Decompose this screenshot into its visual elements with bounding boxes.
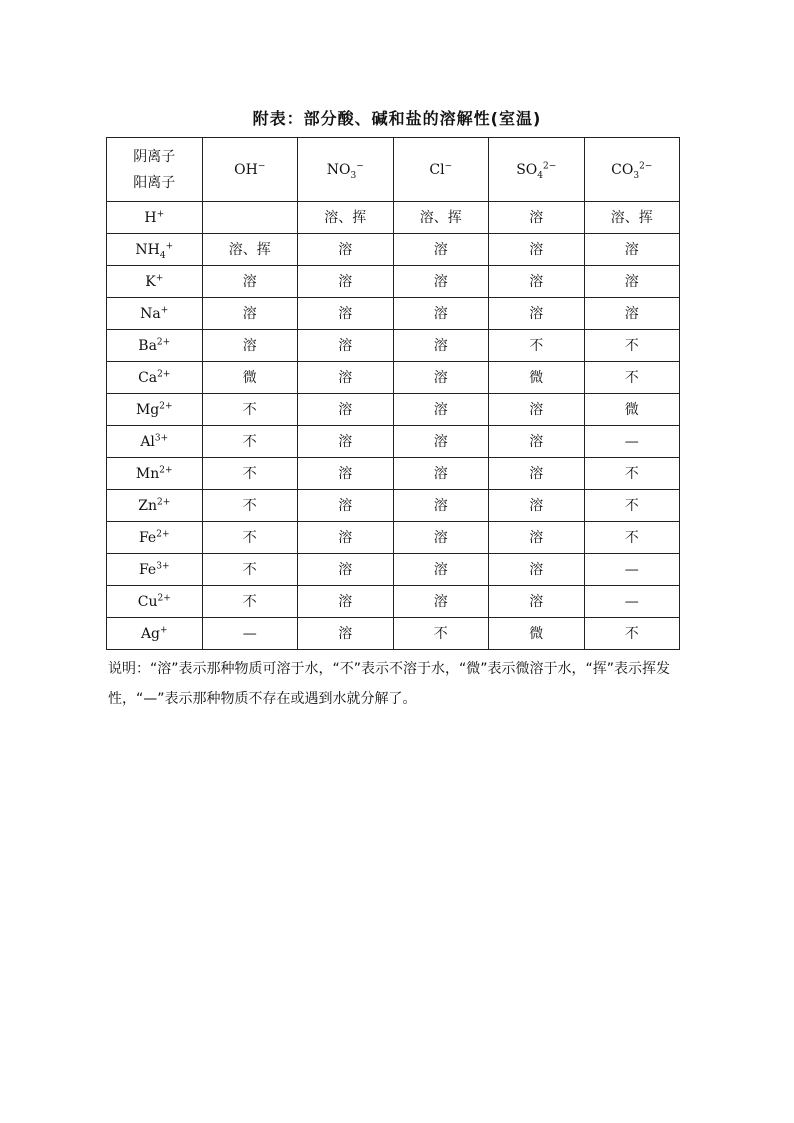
solubility-cell: — <box>584 586 680 618</box>
page-title: 附表：部分酸、碱和盐的溶解性(室温) <box>252 109 542 128</box>
cation-header <box>107 394 203 426</box>
solubility-cell: 溶 <box>393 394 489 426</box>
solubility-cell: 溶 <box>202 266 298 298</box>
ion-symbol: Mn <box>135 465 160 482</box>
solubility-cell: 溶 <box>298 266 394 298</box>
ion-symbol: K <box>145 273 156 290</box>
table-row <box>107 266 680 298</box>
ion-charge: 2− <box>543 160 557 171</box>
solubility-cell: 溶 <box>298 298 394 330</box>
ion-symbol: H <box>144 209 157 226</box>
solubility-cell: 溶 <box>489 234 585 266</box>
solubility-cell: 不 <box>202 394 298 426</box>
solubility-cell: 溶 <box>489 202 585 234</box>
solubility-cell: 不 <box>584 522 680 554</box>
solubility-cell: 溶 <box>393 458 489 490</box>
ion-charge: + <box>160 304 169 315</box>
solubility-cell: 微 <box>489 362 585 394</box>
ion-symbol: CO <box>611 161 634 178</box>
solubility-cell: — <box>202 618 298 650</box>
ion-subscript: 4 <box>537 170 544 181</box>
cation-label: 阳离子 <box>133 174 176 191</box>
solubility-cell: 溶 <box>489 554 585 586</box>
solubility-cell: 溶 <box>298 618 394 650</box>
ion-symbol: Fe <box>138 529 157 546</box>
solubility-cell: 不 <box>584 618 680 650</box>
solubility-cell: — <box>584 554 680 586</box>
ion-symbol: Ba <box>138 337 157 354</box>
solubility-cell: 溶 <box>489 394 585 426</box>
table-row <box>107 586 680 618</box>
solubility-cell: 溶、挥 <box>393 202 489 234</box>
solubility-cell: 溶 <box>298 394 394 426</box>
solubility-cell: 溶 <box>584 298 680 330</box>
solubility-cell: 不 <box>202 458 298 490</box>
anion-header <box>298 138 394 202</box>
ion-charge: 3+ <box>154 432 169 443</box>
cation-header <box>107 586 203 618</box>
solubility-cell: 溶 <box>393 330 489 362</box>
solubility-cell: 溶、挥 <box>202 234 298 266</box>
ion-symbol: Cu <box>137 593 158 610</box>
solubility-cell: 溶 <box>489 490 585 522</box>
ion-symbol: SO <box>516 161 538 178</box>
ion-symbol: Na <box>140 305 161 322</box>
ion-charge: + <box>165 240 174 251</box>
ion-subscript: 3 <box>633 170 640 181</box>
solubility-cell: 不 <box>584 330 680 362</box>
ion-charge: 2+ <box>156 528 170 539</box>
ion-charge: 2+ <box>156 336 171 347</box>
cation-header <box>107 298 203 330</box>
table-row <box>107 554 680 586</box>
solubility-cell: 不 <box>584 458 680 490</box>
ion-subscript: 4 <box>159 250 166 261</box>
anion-header <box>584 138 680 202</box>
solubility-cell: 微 <box>584 394 680 426</box>
table-row <box>107 522 680 554</box>
ion-symbol: Ca <box>138 369 158 386</box>
explanation-note: 说明：“溶”表示那种物质可溶于水，“不”表示不溶于水，“微”表示微溶于水，“挥”表示挥发性，“—”表示那种物质不存在或遇到水就分解了。 <box>108 661 671 707</box>
table-header-row <box>107 138 680 202</box>
solubility-cell: 溶 <box>393 426 489 458</box>
cation-header <box>107 330 203 362</box>
ion-symbol: Mg <box>135 401 160 418</box>
solubility-cell: 溶 <box>202 330 298 362</box>
solubility-cell: 溶 <box>298 426 394 458</box>
cation-header <box>107 426 203 458</box>
solubility-cell: 溶 <box>393 586 489 618</box>
table-row <box>107 234 680 266</box>
cation-header <box>107 554 203 586</box>
solubility-cell: 溶 <box>393 266 489 298</box>
solubility-cell: 不 <box>202 554 298 586</box>
solubility-cell: 溶 <box>298 554 394 586</box>
solubility-cell: 溶 <box>393 490 489 522</box>
solubility-cell: 溶 <box>298 490 394 522</box>
solubility-cell: 不 <box>489 330 585 362</box>
ion-charge: + <box>160 624 168 635</box>
solubility-cell: 溶 <box>298 234 394 266</box>
solubility-cell: 溶 <box>584 266 680 298</box>
solubility-cell: 溶 <box>393 554 489 586</box>
corner-cell <box>107 138 203 202</box>
table-row <box>107 618 680 650</box>
ion-charge: − <box>257 160 266 171</box>
ion-symbol: Ag <box>140 625 161 642</box>
table-row <box>107 458 680 490</box>
ion-symbol: Cl <box>429 161 445 178</box>
solubility-cell: 溶 <box>298 586 394 618</box>
solubility-cell: 不 <box>393 618 489 650</box>
ion-symbol: Fe <box>138 561 157 578</box>
solubility-cell: 溶 <box>489 426 585 458</box>
cation-header <box>107 362 203 394</box>
solubility-cell: 不 <box>202 586 298 618</box>
ion-charge: + <box>156 208 165 219</box>
solubility-cell: 溶、挥 <box>584 202 680 234</box>
solubility-cell: 溶 <box>393 362 489 394</box>
table-row <box>107 394 680 426</box>
ion-charge: − <box>356 160 364 171</box>
table-row <box>107 330 680 362</box>
table-row <box>107 298 680 330</box>
solubility-cell: 不 <box>202 490 298 522</box>
cation-header <box>107 266 203 298</box>
anion-label: 阴离子 <box>133 148 176 165</box>
solubility-cell: 溶 <box>298 458 394 490</box>
cation-header <box>107 522 203 554</box>
anion-header <box>393 138 489 202</box>
ion-charge: 2+ <box>159 400 173 411</box>
solubility-cell: 溶 <box>393 522 489 554</box>
ion-symbol: Zn <box>138 497 157 514</box>
solubility-cell: 溶 <box>393 234 489 266</box>
solubility-cell: 微 <box>202 362 298 394</box>
solubility-cell: 不 <box>584 362 680 394</box>
ion-charge: 3+ <box>156 560 170 571</box>
cation-header <box>107 202 203 234</box>
ion-symbol: NH <box>135 241 160 258</box>
cation-header <box>107 458 203 490</box>
solubility-cell: 溶 <box>489 586 585 618</box>
solubility-cell <box>202 202 298 234</box>
solubility-cell: 不 <box>202 522 298 554</box>
solubility-cell: 溶 <box>584 234 680 266</box>
solubility-cell: 溶 <box>298 330 394 362</box>
solubility-cell: 溶 <box>489 266 585 298</box>
ion-charge: 2+ <box>156 496 171 507</box>
cation-header <box>107 234 203 266</box>
solubility-cell: 溶 <box>393 298 489 330</box>
ion-charge: − <box>444 160 453 171</box>
ion-charge: 2+ <box>157 368 171 379</box>
solubility-cell: 微 <box>489 618 585 650</box>
table-row <box>107 202 680 234</box>
ion-symbol: Al <box>140 433 155 450</box>
table-row <box>107 426 680 458</box>
ion-charge: 2+ <box>157 592 171 603</box>
anion-header <box>202 138 298 202</box>
solubility-cell: 不 <box>202 426 298 458</box>
table-row <box>107 362 680 394</box>
solubility-cell: 溶 <box>489 458 585 490</box>
solubility-cell: 溶 <box>489 298 585 330</box>
anion-header <box>489 138 585 202</box>
ion-charge: 2+ <box>159 464 173 475</box>
solubility-cell: 不 <box>584 490 680 522</box>
solubility-cell: 溶 <box>202 298 298 330</box>
cation-header <box>107 490 203 522</box>
solubility-cell: 溶、挥 <box>298 202 394 234</box>
cation-header <box>107 618 203 650</box>
solubility-cell: — <box>584 426 680 458</box>
ion-symbol: NO <box>326 161 351 178</box>
solubility-table <box>106 137 680 650</box>
solubility-cell: 溶 <box>298 522 394 554</box>
ion-charge: 2− <box>639 160 653 171</box>
solubility-cell: 溶 <box>489 522 585 554</box>
solubility-cell: 溶 <box>298 362 394 394</box>
ion-subscript: 3 <box>350 170 357 181</box>
ion-symbol: OH <box>234 161 258 178</box>
ion-charge: + <box>155 272 164 283</box>
table-row <box>107 490 680 522</box>
